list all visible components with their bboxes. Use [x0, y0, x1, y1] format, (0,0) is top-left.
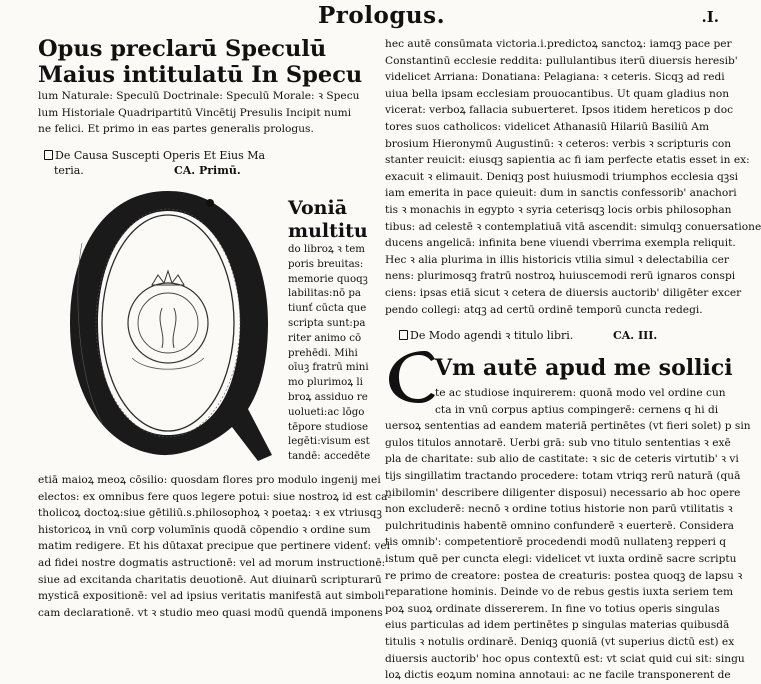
beside-initial-line: broꝝ assiduo re [288, 391, 368, 403]
body-line: pulchritudinis habentē omnino confunderē ꝛ euerterē. Considera [385, 519, 734, 532]
body-line: eius particulas ad idem pertinētes p singulas materias quibusdā [385, 619, 730, 632]
intro-line: lum Historiale Quadripartitū Vincētij Presulis Incipit numi [38, 106, 352, 119]
body-line: diuersis auctorib' hoc opus contextū est: vt sciat quid cui sit: singu [385, 652, 745, 665]
book-title-line-2: Maius intitulatū In Specu [38, 62, 363, 88]
beside-initial-word-2: multitu [288, 220, 368, 242]
beside-initial-line: do libroꝝ ꝛ tem [288, 244, 365, 255]
beside-initial-line: mo plurimoꝝ li [288, 377, 363, 389]
beside-initial-line: prehēdi. Mihi [288, 347, 358, 359]
chapter-label: CA. Primū. [174, 163, 241, 177]
intro-line: ne felici. Et primo in eas partes generalis prologus. [38, 123, 314, 136]
right-column [385, 36, 761, 684]
body-line: non excluderē: necnō ꝛ ordine totius historie non parū vtilitatis ꝛ [385, 503, 733, 516]
beside-initial-line: scripta sunt:pa [288, 317, 366, 329]
body-line: istum quē per cuncta elegi: videlicet vt iuxta ordinē sacre scriptu [385, 553, 737, 566]
text-beside-initial [288, 197, 371, 465]
right-body-text [385, 385, 751, 684]
beside-initial-line: oīuꝫ fratrū mini [288, 362, 369, 374]
left-body-text [38, 472, 391, 621]
right-top-paragraph [385, 36, 761, 318]
body-line: videlicet Arriana: Donatiana: Pelagiana: ꝛ ceteris. Sicqꝫ ad redi [385, 71, 725, 84]
body-line: Constantinū ecclesie reddita: pullulantibus iterū diuersis heresib' [385, 54, 738, 67]
paragraph-mark-icon [44, 150, 53, 160]
body-line: exacuit ꝛ elimauit. Deniqꝫ post huiusmodi triumphos ecclesia qꝫsi [385, 170, 739, 183]
body-line: tis omnib': competentiorē procedendi modū nullatenꝫ repperi q [385, 536, 727, 549]
paragraph-mark-icon [399, 330, 408, 340]
body-line: reparatione hominis. Deinde vo de rebus gestis iuxta seriem tem [385, 586, 734, 599]
body-line: pla de charitate: sub alio de castitate: ꝛ sic de ceteris virtutib' ꝛ vi [385, 453, 739, 466]
left-column [38, 36, 374, 178]
chapter-heading-line-1: De Causa Suscepti Operis Et Eius Ma [44, 148, 374, 163]
folio-number: .I. [701, 8, 719, 26]
body-line: hec autē consūmata victoria.i.predictoꝝ sanctoꝝ: iamqꝫ pace per [385, 38, 732, 50]
body-line: brosium Hieronymū Augustinū: ꝛ ceteros: verbis ꝛ scripturis con [385, 137, 732, 150]
body-line: tijs singillatim tractando procedere: totam vtriqꝫ rerū naturā (quā [385, 470, 741, 483]
body-line: nens: plurimosqꝫ fratrū nostroꝝ huiuscemodi rerū ignaros conspi [385, 270, 736, 283]
beside-initial-line: riter animo cō [288, 332, 362, 344]
beside-initial-line: memorie quoqꝫ [288, 273, 368, 285]
body-line: electos: ex omnibus fere quos legere potui: siue nostroꝝ id est ca- [38, 490, 391, 503]
body-line: ducens angelicā: infinita bene viuendi vberrima exempla reliquit. [385, 237, 736, 250]
chapter-opening-line: Vm autē apud me sollici [435, 355, 733, 382]
beside-initial-line: tiunť cūcta que [288, 303, 367, 315]
body-line: loꝝ dictis eoꝝum nomina annotaui: ac ne facile transponerent de [385, 669, 731, 682]
body-line: tholicoꝝ doctoꝝ:siue gētiliū.s.philosophoꝝ ꝛ poetaꝝ: ꝛ ex vtriusqꝫ [38, 507, 382, 520]
beside-initial-line: tēpore studiose [288, 421, 368, 433]
right-chapter-label: CA. III. [613, 329, 658, 343]
beside-initial-line: poris breuitas: [288, 258, 364, 270]
body-line: ciens: ipsas etiā sicut ꝛ cetera de diuersis auctorib' diligēter excer [385, 286, 742, 299]
body-line: cam declarationē. vt ꝛ studio meo quasi modū quendā imponens [38, 606, 383, 619]
intro-paragraph [38, 88, 374, 138]
body-line: titulis ꝛ notulis ordinarē. Deniqꝫ quoniā (vt superius dictū est) ex [385, 636, 735, 648]
body-line: cta in vnū corpus aptius compingerē: cernens q hi di [435, 403, 719, 416]
book-title-line-1: Opus preclarū Speculū [38, 36, 327, 62]
body-line: vicerat: verboꝝ fallacia subuerteret. Ipsos itidem hereticos p doc [385, 104, 734, 117]
body-line: mysticā expositionē: vel ad ipsius veritatis manifestā aut simboli [38, 590, 385, 603]
body-line: iam emerita in pace quieuit: dum in sanctis confessorib' anachori [385, 187, 737, 200]
body-line: siue ad excitanda charitatis deuotionē. Aut diuinarū scripturarū [38, 573, 382, 586]
beside-initial-line: tandē: accedēte [288, 451, 371, 463]
ornamental-initial-q [62, 183, 274, 465]
body-line: gulos titulos annotarē. Uerbi grā: sub vno titulo sententias ꝛ exē [385, 436, 731, 449]
page-header [0, 2, 735, 30]
body-line: tores suos catholicos: videlicet Athanasiū Hilariū Basiliū Am [385, 120, 709, 133]
body-line: etiā maioꝝ meoꝝ cōsilio: quosdam flores pro modulo ingenij mei [38, 474, 381, 486]
beside-initial-line: uolueti:ac lōgo [288, 406, 365, 418]
body-line: uiua bella ipsam ecclesiam prouocantibus. Ut quam gladius non [385, 87, 730, 100]
chapter-heading-line-2: teria. CA. Primū. [54, 163, 241, 177]
body-line: stanter reuicit: eiusqꝫ sapientia ac fi iam perfecte etatis esset in ex: [385, 154, 750, 167]
beside-initial-word-1: Voniā [288, 197, 348, 219]
beside-initial-line: labilitas:nō pa [288, 288, 361, 300]
body-line: historicoꝝ in vnū corꝑ volumīnis quodā cōpendio ꝛ ordine sum [38, 523, 371, 536]
right-chapter-heading: De Modo agendi ꝛ titulo libri. CA. III. [385, 328, 721, 343]
initial-c-icon [385, 347, 437, 405]
running-title: Prologus. [318, 2, 446, 29]
intro-line: lum Naturale: Speculū Doctrinale: Speculū Morale: ꝛ Specu [38, 90, 360, 102]
body-line: ad fidei nostre dogmatis astructionē: vel ad morum instructionē: [38, 556, 386, 569]
body-line: poꝝ suoꝝ ordinate dissererem. In fine vo totius operis singulas [385, 602, 720, 615]
body-line: pendo collegi: atqꝫ ad certū ordinē temporū cuncta redegi. [385, 303, 703, 316]
body-line: matim redigere. Et his dūtaxat precipue que pertinere videnť: vel [38, 540, 391, 553]
beside-initial-line: legēti:visum est [288, 436, 370, 448]
body-line: tibus: ad celestē ꝛ contemplatiuā vitā ascendit: simulqꝫ conuersatione [385, 220, 761, 233]
body-line: re primo de creatore: postea de creaturis: postea quoqꝫ de lapsu ꝛ [385, 569, 743, 582]
body-line: uersoꝝ sententias ad eandem materiā pertinētes (vt fieri solet) p sin [385, 420, 751, 433]
body-line: nibilomin' describere diligenter disposui) necessario ab hoc opere [385, 486, 741, 499]
body-line: te ac studiose inquirerem: quonā modo vel ordine cun [435, 387, 726, 400]
initial-q-graphic [62, 183, 274, 465]
body-line: tis ꝛ monachis in egypto ꝛ syria ceterisqꝫ locis orbis philosophan [385, 203, 732, 216]
body-line: Hec ꝛ alia plurima in illis historicis vtilia simul ꝛ delectabilia cer [385, 253, 729, 266]
